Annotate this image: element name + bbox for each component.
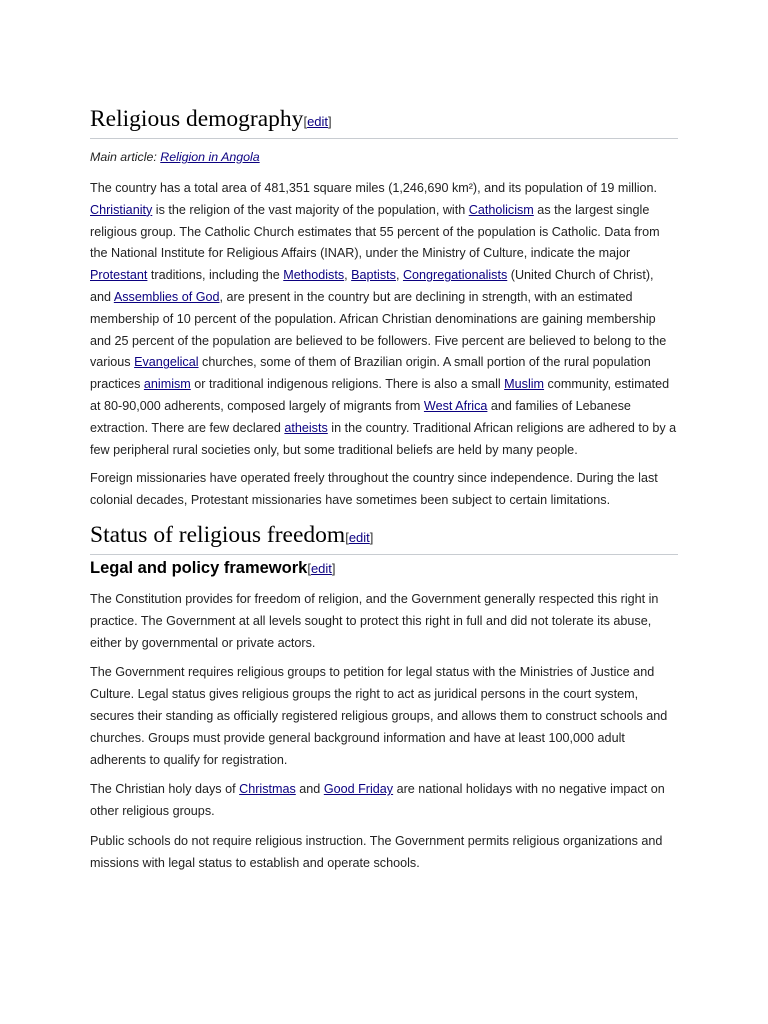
link-christianity[interactable]: Christianity (90, 202, 153, 217)
paragraph-demography-2: Foreign missionaries have operated freely throughout the country since independence. During the last colonial decades, Protestant missionaries have sometimes been subject to certain limitations. (90, 471, 658, 508)
text: , (395, 268, 403, 283)
section-title: Religious demography (90, 106, 304, 132)
paragraph-legal-3 (90, 779, 678, 823)
link-baptists[interactable]: Baptists (351, 268, 396, 283)
text: is the religion of the vast majority of the population, with (152, 202, 469, 217)
paragraph-legal-1: The Constitution provides for freedom of religion, and the Government generally respected this right in practice. The Government at all levels sought to protect this right in full and did not tolerate its abuse, either by governmental or private actors. (90, 591, 659, 650)
edit-section-link: [edit] (303, 114, 332, 129)
text: community, estimated at 80-90,000 adherents, composed largely of migrants from (90, 377, 670, 413)
link-congregationalists[interactable]: Congregationalists (402, 268, 508, 283)
link-muslim[interactable]: Muslim (504, 377, 545, 392)
edit-link[interactable]: edit (348, 529, 370, 545)
paragraph-legal-4: Public schools do not require religious instruction. The Government permits religious organizations and missions with legal status to establish and operate schools. (90, 833, 663, 870)
link-assemblies-of-god[interactable]: Assemblies of God (113, 289, 220, 304)
subsection-heading-legal-framework (90, 557, 678, 580)
text: are national holidays with no negative impact on other religious groups. (90, 782, 665, 819)
section-heading-religious-freedom (90, 520, 678, 555)
section-title: Status of religious freedom (90, 521, 346, 548)
link-methodists[interactable]: Methodists (283, 268, 345, 283)
text: The Christian holy days of (90, 782, 240, 797)
text: , (344, 268, 352, 283)
paragraph-demography-1 (90, 178, 678, 461)
text: as the largest single religious group. The Catholic Church estimates that 55 percent of the population is Catholic. Data from the National Institute for Religious Affairs (INAR), under the Ministry of Culture, indicate the major (90, 202, 660, 261)
edit-link[interactable]: edit (307, 114, 329, 129)
paragraph-legal-2: The Government requires religious groups to petition for legal status with the Ministries of Justice and Culture. Legal status gives religious groups the right to act as juridical persons in the court system, secures their standing as officially registered religious groups, and allows them to construct schools and churches. Groups must provide general background information and have at least 100,000 adult adherents to qualify for registration. (90, 665, 668, 767)
link-animism[interactable]: animism (143, 377, 191, 392)
text: and (295, 782, 324, 797)
link-protestant[interactable]: Protestant (90, 268, 148, 283)
edit-section-link: [edit] (307, 560, 336, 576)
text: in the country. Traditional African religions are adhered to by a few peripheral rural societies only, but some traditional beliefs are held by many people. (90, 420, 677, 457)
link-good-friday[interactable]: Good Friday (323, 782, 394, 797)
text: churches, some of them of Brazilian origin. A small portion of the rural population practices (90, 355, 651, 392)
text: and families of Lebanese extraction. There are few declared (90, 398, 631, 435)
text: or traditional indigenous religions. There is also a small (190, 377, 505, 392)
section-heading-religious-demography (90, 104, 678, 139)
link-atheists[interactable]: atheists (284, 420, 328, 435)
text: The country has a total area of 481,351 square miles (1,246,690 km²), and its population of 19 million. (90, 181, 658, 195)
text: (United Church of Christ), and (90, 268, 654, 304)
link-west-africa[interactable]: West Africa (423, 398, 488, 413)
link-evangelical[interactable]: Evangelical (134, 355, 199, 370)
link-catholicism[interactable]: Catholicism (468, 202, 534, 217)
article-content (90, 104, 678, 875)
edit-link[interactable]: edit (310, 560, 332, 576)
main-article-link[interactable]: Religion in Angola (160, 150, 260, 164)
link-christmas[interactable]: Christmas (239, 782, 296, 797)
main-article-hatnote (90, 147, 678, 167)
text: traditions, including the (147, 268, 284, 283)
edit-section-link: [edit] (345, 529, 374, 545)
text: , are present in the country but are declining in strength, with an estimated membership of 10 percent of the population. African Christian denominations are gaining membership and 25 percent of the population are believed to be followers. Five percent are believed to belong to the various (90, 289, 667, 370)
subsection-title: Legal and policy framework (90, 558, 308, 577)
hatnote-label: Main article: (90, 150, 161, 164)
